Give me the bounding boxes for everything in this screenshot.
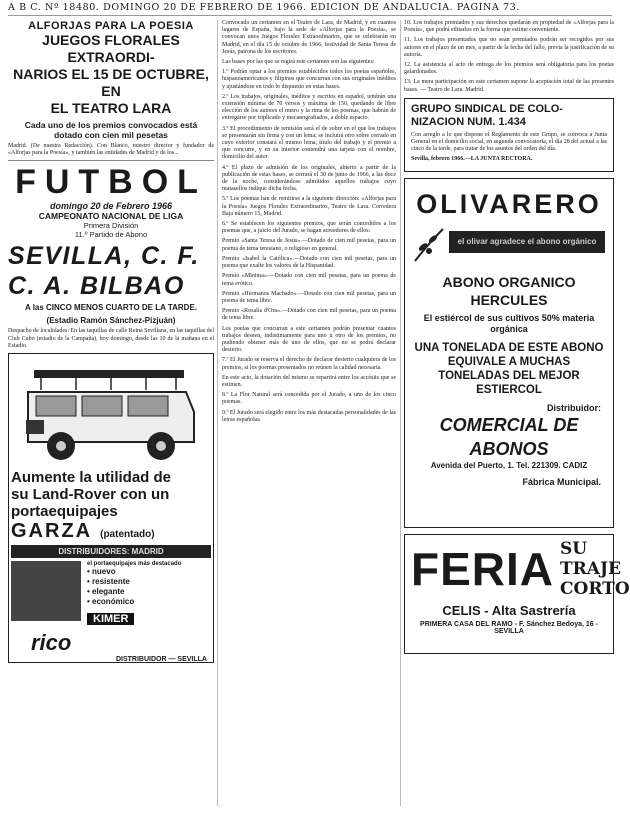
alforjas-kicker: ALFORJAS PARA LA POESIA — [28, 20, 194, 32]
bases-paragraph: Premio «Rosalía d'Ora».—Dotado con cien mil pesetas, para un poema de tema libre. — [222, 308, 396, 322]
tonelada-claim: UNA TONELADA DE ESTE ABONO EQUIVALE A MUCHAS TONELADAS DEL MEJOR ESTIERCOL — [414, 341, 604, 396]
rico-feature-2: • resistente — [87, 577, 130, 587]
bases-paragraph: Premio «Isabel la Católica».—Dotado con cien mil pesetas, para un poema que exalte los valores de la Hispanidad. — [222, 255, 396, 270]
bases-paragraph: 9.º El Jurado será elegido entre los más destacadas personalidades de las letras españolas. — [222, 409, 396, 423]
bases-paragraph: Convocado un certamen en el Teatro de Lara, de Madrid, y en cuantos lugares de España, bajo la sede de «Alforjas para la Poesía», se convocan unos Juegos Florales Extraordinarios, que se celebrarán en Madrid, en el día 15 de octubre de 1966, festividad de Santa Teresa de Jesús, patrona de los escritores. — [222, 20, 396, 55]
column-divider — [400, 20, 401, 806]
bases-paragraph: 2.º Los trabajos, originales, inéditos y escritos en español, tendrán una extensión mínima de 70 versos y máxima de 150, quedando de libre elección de los autores el metro y la rima de los poemas, que habrán de entregarse por triplicado y mecanografiados, a doble espacio. — [222, 93, 396, 122]
page-header: A B C. Nº 18480. DOMINGO 20 DE FEBRERO DE 1966. EDICION DE ANDALUCIA. PAGINA 73. — [8, 2, 612, 16]
team-away: C. A. BILBAO — [8, 272, 185, 301]
fabrica-municipal: Fábrica Municipal. — [522, 476, 601, 487]
alforjas-body: Madrid. (De nuestra Redacción). Con Blanco, nuestro director y fundador de «Alforjas para la Poesía», y también las entidades de Madrid y de los... — [8, 143, 214, 157]
landrover-line-3: portaequipajes — [11, 503, 118, 521]
bases-paragraph: 11. Los trabajos presentados que no sean premiados podrán ser recogidos por sus autores en el plazo de un mes, a partir de la fecha del fallo, previa la justificación de su autoría. — [404, 37, 614, 58]
bases-paragraph: 10. Los trabajos premiados y sus derechos quedarán en propiedad de «Alforjas para la Poesía», que podrá editarlos en la forma que estime conveniente. — [404, 20, 614, 34]
garza-brand: GARZA — [11, 520, 93, 543]
alforjas-headline-3: EL TEATRO LARA — [50, 100, 172, 116]
garza-note: (patentado) — [100, 529, 155, 541]
bases-paragraph: Las bases por las que se regirá este certamen son las siguientes: — [222, 59, 375, 66]
bases-paragraph: Los poetas que concurran a este certamen podrán presentar cuantos trabajos deseen, indistintamente para uno u otro de los premios, no pudiendo obtener más de uno de ellos, que no se podrá declarar desierto. — [222, 325, 396, 354]
bases-paragraph: 6.º Se establecen los siguientes premios, que serán concedidos a los poemas que, a juicio del Jurado, se hagan acreedores de ellos: — [222, 221, 396, 235]
garza-strip: DISTRIBUIDORES: MADRID — [11, 545, 211, 558]
futbol-ad — [8, 160, 214, 350]
feria-title: FERIA — [411, 542, 554, 595]
olivarero-banner — [409, 225, 609, 269]
rico-feature-3: • elegante — [87, 587, 125, 597]
alforjas-subhead: Cada uno de los premios convocados está dotado con cien mil pesetas — [24, 120, 198, 140]
rico-feature-1: • nuevo — [87, 567, 116, 577]
futbol-division: Primera División — [83, 221, 139, 231]
landrover-line-1: Aumente la utilidad de — [11, 469, 172, 487]
bases-paragraph: Premio «Santa Teresa de Jesús».—Dotado de cien mil pesetas, para un poema de tema teresiano, o religioso en general. — [222, 238, 396, 252]
olivarero-strip: el olivar agradece el abono orgánico — [449, 231, 605, 253]
bases-paragraph: 13. La mera participación en este certamen supone la aceptación total de las presentes bases. — Teatro de Lara. Madrid. — [404, 79, 614, 93]
olive-branch-icon — [411, 225, 447, 265]
bases-paragraph: 3.º El procedimiento de remisión será el de sobre en el que los trabajos se presentarán sin firma y con un lema; se incluirá otro sobre cerrado en cuyo exterior constará el mismo lema, título del trabajo y el premio a que concurre, y en su interior contendrá una tarjeta con el nombre, domicilio del autor. — [222, 125, 396, 161]
landrover-illustration — [16, 360, 206, 465]
sindical-notice — [404, 98, 614, 172]
team-home: SEVILLA, C. F. — [8, 242, 200, 271]
comercial-name: COMERCIAL DE ABONOS — [439, 414, 579, 459]
stadium: (Estadio Ramón Sánchez-Pizjuán) — [46, 316, 176, 326]
futbol-title: FUTBOL — [15, 163, 207, 202]
olivarero-ad — [404, 178, 614, 528]
product-photo — [11, 561, 81, 621]
comercial-address: Avenida del Puerto, 1. Tel. 221309. CADIZ — [430, 460, 588, 470]
match-time: A las CINCO MENOS CUARTO DE LA TARDE. — [24, 303, 197, 313]
traje-line-2: CORTO — [560, 578, 630, 599]
futbol-match: 11.º Partido de Abono — [74, 230, 148, 240]
futbol-date: domingo 20 de Febrero 1966 — [49, 201, 173, 212]
bases-paragraph: Premio «Hermanos Machado».—Dotado con cien mil pesetas, para un poema de tema libre. — [222, 290, 396, 304]
sindical-signature: Sevilla, febrero 1966.—LA JUNTA RECTORA. — [411, 156, 533, 163]
rico-footer: DISTRIBUIDOR — SEVILLA — [115, 656, 207, 664]
distribuidor-label: Distribuidor: — [547, 402, 601, 413]
ticket-info: Despacho de localidades: En las taquillas de calle Reina Sevillana, en las taquillas del Club Cubo (estadio de la Campaña), hoy domingo, desde las 10 de la mañana en el Estadio. — [8, 328, 214, 349]
feria-ad — [404, 534, 630, 654]
abono-title: ABONO ORGANICO — [442, 273, 576, 290]
landrover-line-2: su Land-Rover con un — [11, 486, 170, 504]
abono-description: El estiércol de sus cultivos 50% materia orgánica — [423, 312, 595, 334]
celis-name: CELIS - Alta Sastrería — [442, 602, 576, 618]
rico-tagline: el portaequipajes más destacado — [87, 561, 182, 568]
bases-paragraph: 5.º Los poemas han de remitirse a la siguiente dirección: «Alforjas para la Poesía» Juegos Florales Extraordinarios, Teatro de Lara. Corredera Baja número 15, Madrid. — [222, 196, 396, 217]
center-column — [222, 20, 396, 810]
bases-paragraph: Premio «Minima».—Dotado con cien mil pesetas, para un poema de tema erótico. — [222, 273, 396, 287]
kimer-logo: KIMER — [87, 613, 134, 625]
celis-address: PRIMERA CASA DEL RAMO - F. Sánchez Bedoya, 16 - SEVILLA — [420, 620, 598, 635]
olivarero-title: OLIVARERO — [416, 188, 602, 219]
sindical-title-1: GRUPO SINDICAL DE COLO- — [411, 102, 563, 115]
bases-paragraph: 4.º El plazo de admisión de los originales, abierto a partir de la publicación de estas bases, se cerrará el 30 de junio de 1966, a las doce de la noche, considerándose admitidos aquellos trabajos cuyo matasellos indique dicha fecha. — [222, 164, 396, 193]
bases-paragraph: 8.º La Flor Natural será concedida por el Jurado, a uno de los cinco poemas. — [222, 392, 396, 406]
alforjas-headline-1: JUEGOS FLORALES EXTRAORDI- — [42, 32, 180, 65]
hercules-title: HERCULES — [470, 291, 548, 308]
rico-feature-4: • económico — [87, 597, 135, 607]
rico-logo: rico — [31, 630, 72, 656]
landrover-ad — [8, 353, 214, 663]
futbol-league: CAMPEONATO NACIONAL DE LIGA — [38, 211, 184, 222]
sindical-title-2: NIZACION NUM. 1.434 — [411, 115, 526, 128]
bases-paragraph: 1.º Podrán optar a los premios establecidos todos los poetas españoles, hispanoamericanos y filipinos que concurran con sus originales inéditos y ajustándose en todo lo dispuesto en estas bases. — [222, 69, 396, 90]
bases-paragraph: 7.º El Jurado se reserva el derecho de declarar desierto cualquiera de los premios, si los poemas presentados no reúnen la calidad necesaria. — [222, 357, 396, 371]
alforjas-headline-2: NARIOS EL 15 DE OCTUBRE, EN — [13, 66, 209, 99]
right-column — [404, 20, 630, 810]
bases-paragraph: En este acto, la dotación del mismo se repartirá entre los accésits que se estimen. — [222, 374, 396, 388]
traje-line-1: SU TRAJE — [560, 538, 621, 579]
bases-paragraph: 12. La asistencia al acto de entrega de los premios será obligatoria para los poetas galardonados. — [404, 62, 614, 76]
left-column — [8, 20, 214, 810]
sindical-body: Con arreglo a lo que dispone el Reglamento de este Grupo, se convoca a Junta General en el domicilio social, en segunda convocatoria, el día 28 del actual a las cinco de la tarde, para tratar de los asuntos del orden del día. — [411, 131, 607, 153]
column-divider — [217, 20, 218, 806]
